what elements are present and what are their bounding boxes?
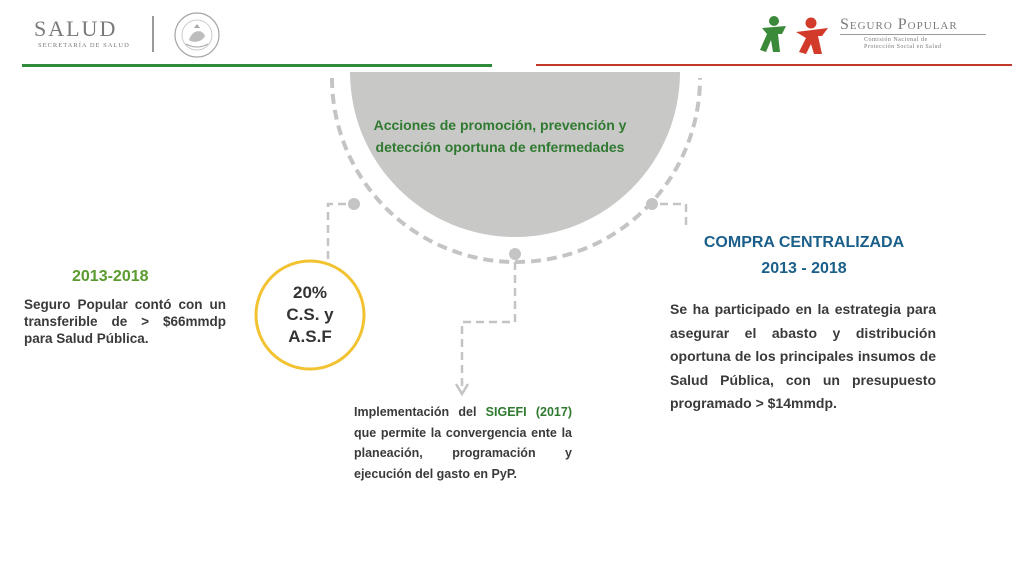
right-title-line-2: 2013 - 2018 [761,260,847,277]
middle-body-part-1: Implementación del [354,405,486,419]
right-body-text [670,298,936,416]
right-body-part-1: Se ha participado en la estrategia para asegurar el abasto y distribución oportuna de los principales insumos de Salud Pública, con un presupuesto programado > [670,301,936,411]
right-body-amount: $14mmdp. [767,395,837,411]
promotion-actions-line-2: detección oportuna de enfermedades [375,139,625,155]
arc-dot-right [646,198,658,210]
connector-center [462,262,515,386]
seguro-popular-subtitle-2: Protección Social en Salud [864,44,942,50]
middle-body-highlight: SIGEFI (2017) [485,405,572,419]
promotion-actions-text [360,114,640,158]
circle-line-3: A.S.F [288,327,332,346]
middle-body-text [354,402,572,484]
salud-logo-subtitle: SECRETARÍA DE SALUD [38,42,130,49]
arc-dot-left [348,198,360,210]
seguro-popular-title: Seguro Popular [840,16,958,33]
left-period-title: 2013-2018 [72,268,149,285]
left-body-part-1: Seguro Popular contó con un transferible de > [24,297,226,329]
right-title-line-1: COMPRA CENTRALIZADA [703,234,905,251]
right-title [690,230,918,282]
promotion-actions-line-1: Acciones de promoción, prevención y [373,117,627,133]
connector-right [660,204,686,228]
connector-left [328,204,346,268]
salud-logo-text: SALUD [34,16,118,41]
circle-line-1: 20% [292,283,328,302]
seguro-popular-subtitle-1: Comisión Nacional de [864,37,928,43]
left-body-part-2: para Salud Pública. [24,331,149,346]
left-body-text [24,296,226,347]
circle-line-2: C.S. y [286,305,334,324]
left-body-amount: $66mmdp [162,314,226,329]
arc-dot-bottom [509,248,521,260]
middle-body-part-2: que permite la convergencia ente la planeación, programación y ejecución del gasto en PyP. [354,425,572,481]
percentage-circle-text [268,282,352,348]
